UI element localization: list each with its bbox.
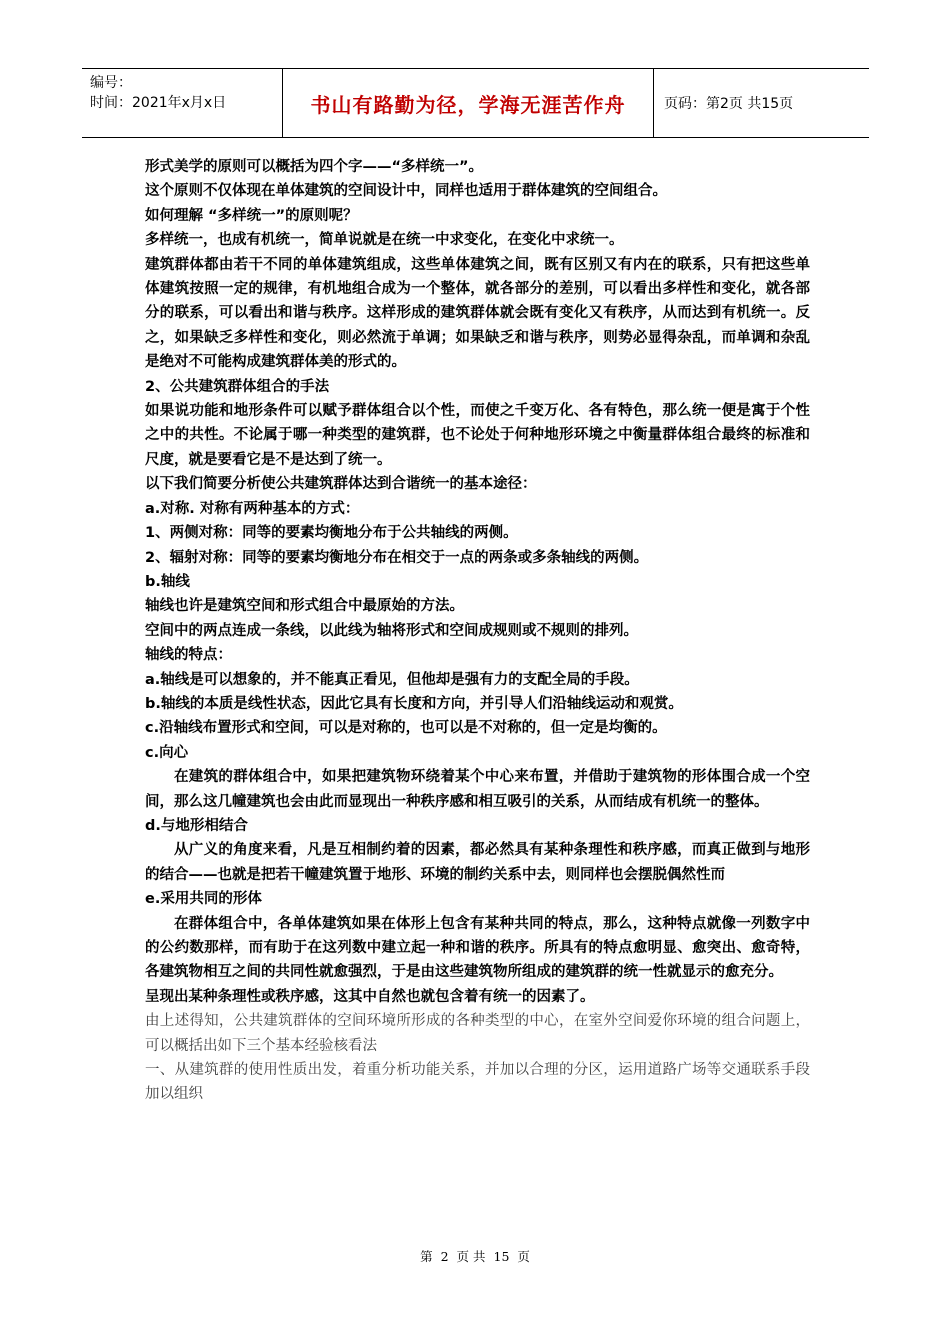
paragraph: 轴线的特点： xyxy=(145,647,232,664)
paragraph: b.轴线 xyxy=(145,573,190,590)
paragraph: 建筑群体都由若干不同的单体建筑组成，这些单体建筑之间，既有区别又有内在的联系，只有把这些单体建筑按照一定的规律，有机地组合成为一个整体，就各部分的差别，可以看出多样性和变化，就各部分的联系，可以看出和谐与秩序。这样形成的建筑群体就会既有变化又有秩序，从而达到有机统一。反之，如果缺乏多样性和变化，则必然流于单调；如果缺乏和谐与秩序，则势必显得杂乱，而单调和杂乱是绝对不可能构成建筑群体美的形式的。 xyxy=(145,256,810,371)
header-motto: 书山有路勤为径，学海无涯苦作舟 xyxy=(282,69,654,137)
paragraph: b.轴线的本质是线性状态，因此它具有长度和方向，并引导人们沿轴线运动和观赏。 xyxy=(145,695,683,712)
paragraph: 2、公共建筑群体组合的手法 xyxy=(145,378,330,395)
document-body xyxy=(145,155,810,1107)
paragraph: 形式美学的原则可以概括为四个字——“多样统一”。 xyxy=(145,159,484,175)
page-footer xyxy=(0,1247,950,1265)
document-number-label: 编号： xyxy=(90,75,132,91)
paragraph: 这个原则不仅体现在单体建筑的空间设计中，同样也适用于群体建筑的空间组合。 xyxy=(145,183,667,200)
footer-suffix: 页 xyxy=(517,1249,530,1264)
paragraph: 呈现出某种条理性或秩序感，这其中自然也就包含着有统一的因素了。 xyxy=(145,988,595,1005)
footer-page-number: 2 xyxy=(440,1249,449,1264)
paragraph: 空间中的两点连成一条线，以此线为轴将形式和空间成规则或不规则的排列。 xyxy=(145,622,638,639)
paragraph: d.与地形相结合 xyxy=(145,817,248,834)
paragraph: e.采用共同的形体 xyxy=(145,891,262,908)
paragraph: 如何理解 “多样统一”的原则呢？ xyxy=(145,207,358,224)
paragraph: c.向心 xyxy=(145,744,189,761)
paragraph: c.沿轴线布置形式和空间，可以是对称的，也可以是不对称的，但一定是均衡的。 xyxy=(145,720,667,737)
footer-prefix: 第 xyxy=(420,1249,433,1264)
footer-total-pages: 15 xyxy=(493,1249,510,1264)
page-header xyxy=(82,68,869,138)
paragraph: 一、从建筑群的使用性质出发，着重分析功能关系，并加以合理的分区，运用道路广场等交通联系手段加以组织 xyxy=(145,1062,810,1103)
paragraph: 轴线也许是建筑空间和形式组合中最原始的方法。 xyxy=(145,598,464,615)
paragraph: 在群体组合中，各单体建筑如果在体形上包含有某种共同的特点，那么，这种特点就像一列数字中的公约数那样，而有助于在这列数中建立起一种和谐的秩序。所具有的特点愈明显、愈突出、愈奇特，各建筑物相互之间的共同性就愈强烈，于是由这些建筑物所组成的建筑群的统一性就显示的愈充分。 xyxy=(145,915,810,981)
paragraph: a.轴线是可以想象的，并不能真正看见，但他却是强有力的支配全局的手段。 xyxy=(145,671,639,688)
header-page-info: 页码：第2页 共15页 xyxy=(664,96,794,112)
document-time-label: 时间：2021年x月x日 xyxy=(90,95,227,111)
paragraph: 由上述得知，公共建筑群体的空间环境所形成的各种类型的中心，在室外空间爱你环境的组合问题上，可以概括出如下三个基本经验核看法 xyxy=(145,1013,810,1054)
paragraph: 2、辐射对称：同等的要素均衡地分布在相交于一点的两条或多条轴线的两侧。 xyxy=(145,549,649,566)
header-meta xyxy=(82,69,282,137)
paragraph: 在建筑的群体组合中，如果把建筑物环绕着某个中心来布置，并借助于建筑物的形体围合成一个空间，那么这几幢建筑也会由此而显现出一种秩序感和相互吸引的关系，从而结成有机统一的整体。 xyxy=(145,769,810,810)
paragraph: 1、两侧对称：同等的要素均衡地分布于公共轴线的两侧。 xyxy=(145,525,518,542)
paragraph: a.对称. 对称有两种基本的方式： xyxy=(145,500,360,517)
paragraph: 以下我们简要分析使公共建筑群体达到合谐统一的基本途径： xyxy=(145,476,537,493)
paragraph: 从广义的角度来看，凡是互相制约着的因素，都必然具有某种条理性和秩序感，而真正做到与地形的结合——也就是把若干幢建筑置于地形、环境的制约关系中去，则同样也会摆脱偶然性而 xyxy=(145,842,810,883)
paragraph: 多样统一，也成有机统一，简单说就是在统一中求变化，在变化中求统一。 xyxy=(145,232,624,249)
footer-middle: 页 共 xyxy=(456,1249,486,1264)
paragraph: 如果说功能和地形条件可以赋予群体组合以个性，而使之千变万化、各有特色，那么统一便是寓于个性之中的共性。不论属于哪一种类型的建筑群，也不论处于何种地形环境之中衡量群体组合最终的标准和尺度，就是要看它是不是达到了统一。 xyxy=(145,403,810,468)
